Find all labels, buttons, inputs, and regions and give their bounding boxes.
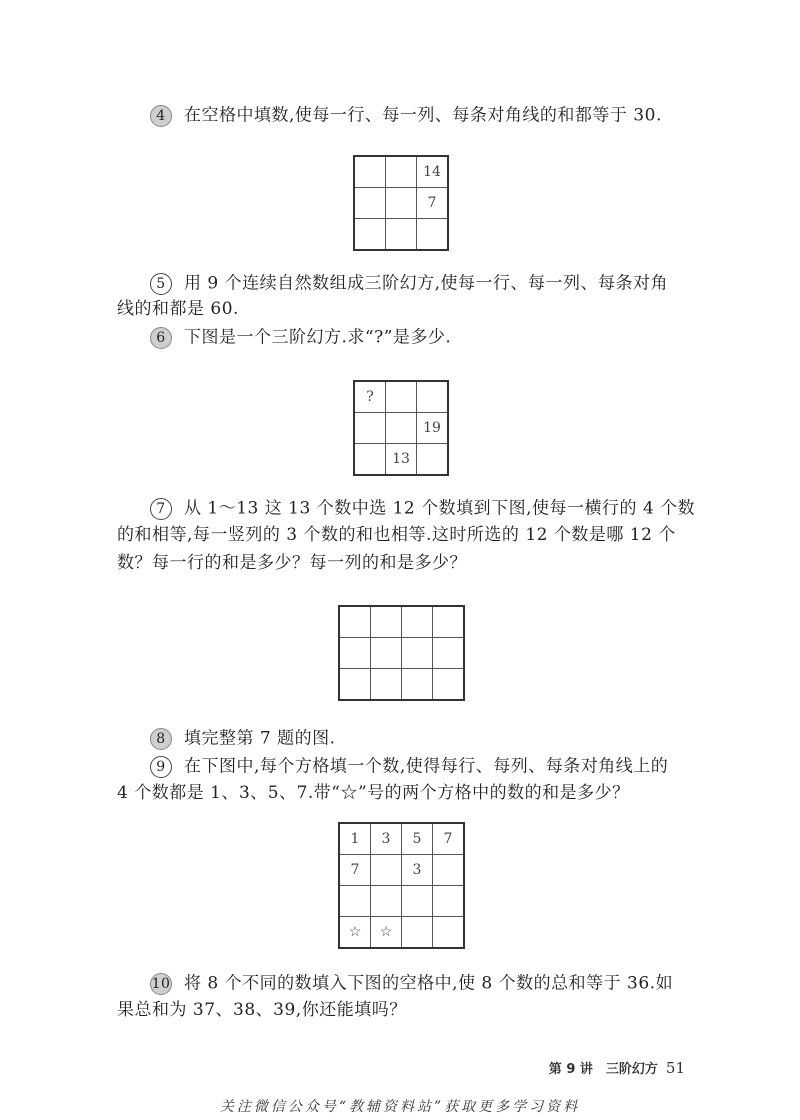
grid-q4 xyxy=(353,155,449,251)
grid-cell: ☆ xyxy=(339,917,371,949)
grid-cell: 19 xyxy=(417,413,449,444)
grid-cell: 7 xyxy=(339,855,371,886)
grid-cell xyxy=(339,669,371,701)
grid-cell: 3 xyxy=(402,855,433,886)
grid-cell xyxy=(354,156,386,188)
question-6 xyxy=(150,327,451,349)
grid-cell xyxy=(371,606,402,638)
grid-row xyxy=(339,638,464,669)
grid-cell xyxy=(354,188,386,219)
grid-cell xyxy=(371,669,402,701)
question-text: 在空格中填数,使每一行、每一列、每条对角线的和都等于 30. xyxy=(184,105,662,126)
grid-cell xyxy=(354,219,386,251)
grid-cell: 3 xyxy=(371,823,402,855)
grid-cell xyxy=(386,156,417,188)
grid-cell xyxy=(417,444,449,476)
question-text: 数？每一行的和是多少？每一列的和是多少？ xyxy=(117,553,467,573)
grid-row xyxy=(339,886,464,917)
grid-cell: 7 xyxy=(433,823,465,855)
grid-cell xyxy=(386,188,417,219)
grid-row xyxy=(339,855,464,886)
grid-cell xyxy=(386,219,417,251)
grid-cell xyxy=(354,413,386,444)
chapter-title: 第 9 讲 三阶幻方 xyxy=(548,1062,658,1077)
grid-cell xyxy=(402,669,433,701)
grid-cell xyxy=(371,886,402,917)
grid-cell: 7 xyxy=(417,188,449,219)
question-number: 9 xyxy=(150,756,172,778)
grid-cell xyxy=(417,381,449,413)
grid-q9 xyxy=(338,822,465,949)
question-text: 用 9 个连续自然数组成三阶幻方,使每一行、每一列、每条对角 xyxy=(184,273,669,294)
question-text: 果总和为 37、38、39,你还能填吗？ xyxy=(117,1000,407,1020)
question-text: 填完整第 7 题的图. xyxy=(184,728,336,749)
grid-row xyxy=(354,413,448,444)
question-number: 6 xyxy=(150,327,172,349)
question-7 xyxy=(150,498,695,520)
grid-cell xyxy=(433,917,465,949)
watermark: 关注微信公众号“教辅资料站”获取更多学习资料 xyxy=(219,1099,581,1115)
question-number: 7 xyxy=(150,498,172,520)
page-number: 51 xyxy=(665,1059,685,1077)
question-text: 的和相等,每一竖列的 3 个数的和也相等.这时所选的 12 个数是哪 12 个 xyxy=(117,525,676,545)
question-text: 4 个数都是 1、3、5、7.带“☆”号的两个方格中的数的和是多少？ xyxy=(117,783,630,803)
grid-cell xyxy=(371,855,402,886)
grid-cell xyxy=(433,855,465,886)
grid-cell: 14 xyxy=(417,156,449,188)
question-number: 4 xyxy=(150,105,172,127)
question-10 xyxy=(150,973,673,995)
grid-cell xyxy=(339,638,371,669)
question-text: 将 8 个不同的数填入下图的空格中,使 8 个数的总和等于 36.如 xyxy=(184,973,674,994)
question-text: 从 1～13 这 13 个数中选 12 个数填到下图,使每一横行的 4 个数 xyxy=(184,498,696,519)
grid-cell xyxy=(402,638,433,669)
grid-cell xyxy=(354,444,386,476)
grid-cell: ☆ xyxy=(371,917,402,949)
grid-cell: 13 xyxy=(386,444,417,476)
grid-cell xyxy=(386,381,417,413)
question-number: 5 xyxy=(150,273,172,295)
grid-cell: ? xyxy=(354,381,386,413)
grid-row xyxy=(354,188,448,219)
grid-q6 xyxy=(353,380,449,476)
page-footer xyxy=(549,1058,685,1077)
question-text: 下图是一个三阶幻方.求“?”是多少. xyxy=(184,327,452,348)
grid-cell xyxy=(339,606,371,638)
grid-row xyxy=(339,823,464,855)
question-5 xyxy=(150,273,668,295)
grid-cell: 5 xyxy=(402,823,433,855)
grid-cell xyxy=(433,886,465,917)
grid-row xyxy=(339,606,464,638)
grid-cell xyxy=(386,413,417,444)
question-text: 线的和都是 60. xyxy=(117,299,239,319)
question-8 xyxy=(150,728,336,750)
grid-cell xyxy=(417,219,449,251)
question-9 xyxy=(150,756,668,778)
grid-row xyxy=(354,219,448,251)
grid-cell xyxy=(433,606,465,638)
question-text: 在下图中,每个方格填一个数,使得每行、每列、每条对角线上的 xyxy=(184,756,669,777)
grid-row xyxy=(354,444,448,476)
grid-row xyxy=(354,156,448,188)
grid-q7 xyxy=(338,605,465,701)
grid-cell xyxy=(402,886,433,917)
grid-row xyxy=(354,381,448,413)
grid-cell xyxy=(402,606,433,638)
question-number: 10 xyxy=(150,973,172,995)
grid-row xyxy=(339,917,464,949)
grid-cell xyxy=(371,638,402,669)
question-4 xyxy=(150,105,662,127)
grid-cell xyxy=(433,669,465,701)
grid-cell: 1 xyxy=(339,823,371,855)
grid-cell xyxy=(433,638,465,669)
grid-row xyxy=(339,669,464,701)
grid-cell xyxy=(402,917,433,949)
question-number: 8 xyxy=(150,728,172,750)
grid-cell xyxy=(339,886,371,917)
